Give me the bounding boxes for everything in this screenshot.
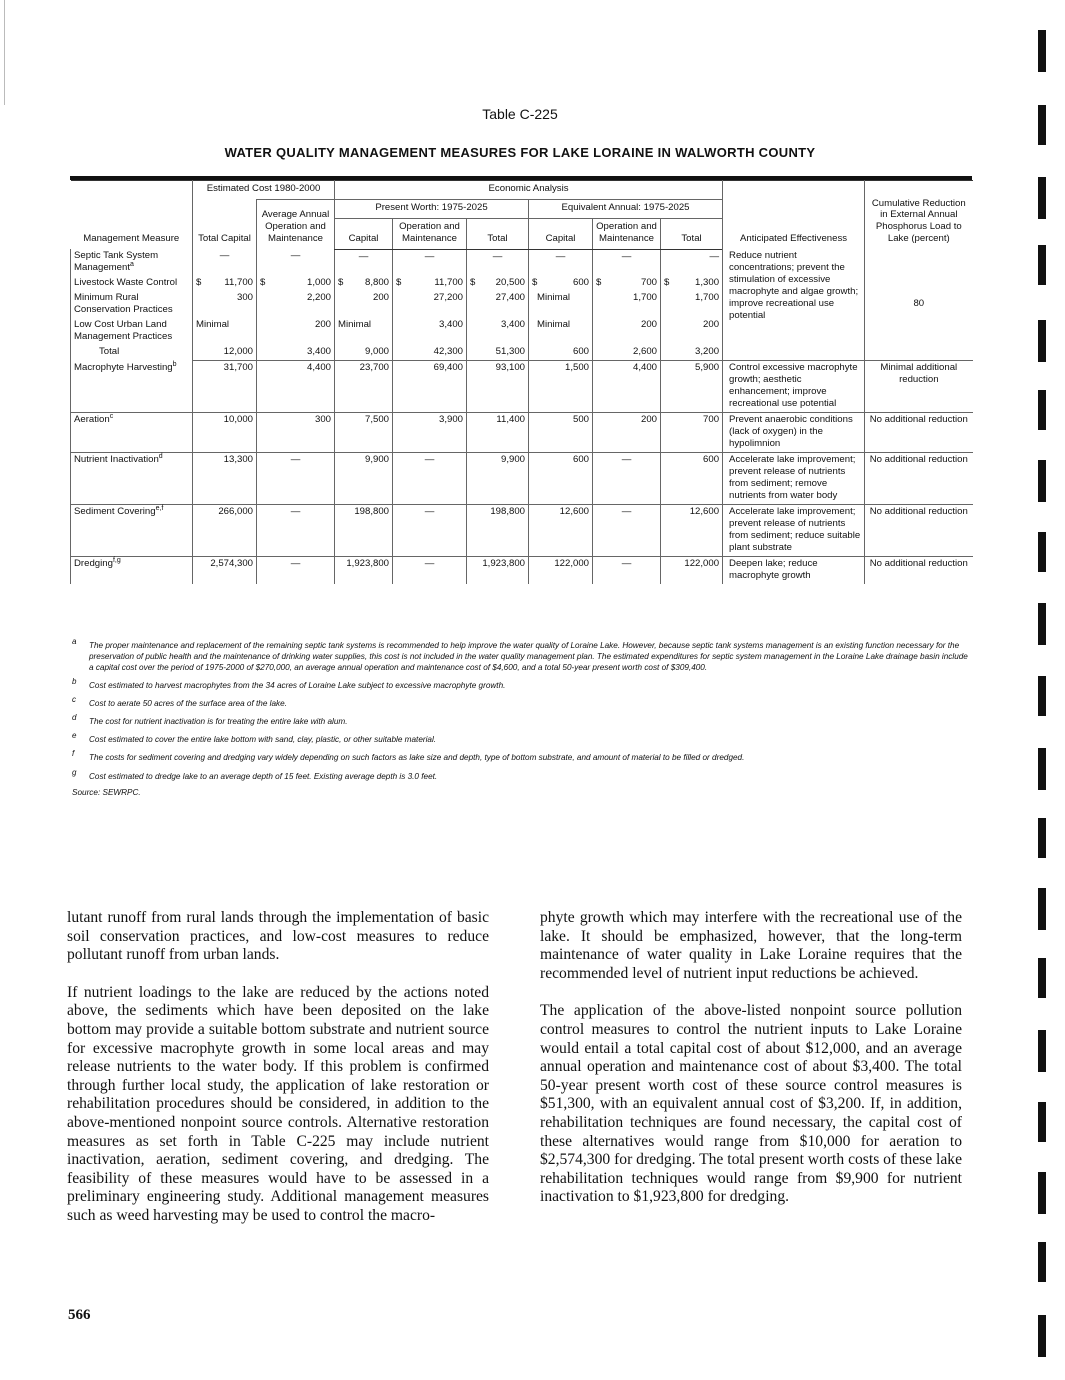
body-column-right <box>540 909 962 1226</box>
cell-ea-om: — <box>593 453 661 505</box>
cell-ea-capital: 600 <box>529 345 593 360</box>
cell-pw-capital: 9,000 <box>335 345 393 360</box>
header-total-capital: Total Capital <box>193 199 257 249</box>
footnote <box>72 767 972 782</box>
footnote-text: The costs for sediment covering and dredging vary widely depending on such factors as lake size and depth, type of bottom substrate, and amount of material to be filled or dredged. <box>89 753 745 763</box>
cell-pw-capital: 200 <box>335 291 393 318</box>
cell-total-capital <box>193 276 257 291</box>
cell-pw-om: 3,900 <box>393 413 467 453</box>
cell-avg-annual-om: — <box>257 249 335 276</box>
cell-ea-capital: 12,600 <box>529 505 593 557</box>
table-row <box>71 361 973 413</box>
header-economic-analysis: Economic Analysis <box>335 181 723 200</box>
measure-name: Aeration <box>74 414 110 426</box>
cell-ea-total: — <box>661 249 723 276</box>
measure-name: Septic Tank System Management <box>74 250 159 274</box>
header-measure: Management Measure <box>83 233 180 245</box>
cell-ea-om: — <box>593 505 661 557</box>
currency-sign: $ <box>470 277 476 289</box>
header-estimated-cost: Estimated Cost 1980-2000 <box>193 181 335 200</box>
cell-pw-om: — <box>393 249 467 276</box>
cell-pw-om <box>393 276 467 291</box>
footnote-mark: d <box>72 713 77 723</box>
cell-total-capital: 13,300 <box>193 453 257 505</box>
table-row <box>71 505 973 557</box>
cell-effectiveness: Control excessive macrophyte growth; aesthetic enhancement; improve recreational use potential <box>723 361 865 413</box>
cell-ea-total: 3,200 <box>661 345 723 360</box>
header-ea-om: Operation and Maintenance <box>593 218 661 249</box>
cell-value: 8,800 <box>364 277 389 289</box>
cell-total-capital: Minimal <box>193 318 257 345</box>
table-row <box>71 413 973 453</box>
cell-effectiveness: Accelerate lake improvement; prevent release of nutrients from sediment; reduce suitable plant substrate <box>723 505 865 557</box>
cell-pw-capital: 23,700 <box>335 361 393 413</box>
cell-ea-total: 122,000 <box>661 557 723 584</box>
cell-ea-om: 2,600 <box>593 345 661 360</box>
cell-pw-om: — <box>393 453 467 505</box>
body-paragraph: The application of the above-listed nonpoint source pollution control measures to control the nutrient inputs to Lake Loraine would entail a total capital cost of about $12,000, and an average annual operation and maintenance cost of about $3,400. The total 50-year present worth cost of these source control measures is $51,300, with an equivalent annual cost of $3,200. If, in addition, rehabilitation techniques are found necessary, the capital cost of these alternatives would range from $10,000 for aeration to $2,574,300 for dredging. The total present worth costs of these lake rehabilitation techniques would range from $9,900 for nutrient inactivation to $1,923,800 for dredging. <box>540 1002 962 1206</box>
cell-total-capital: 2,574,300 <box>193 557 257 584</box>
cell-total-capital: 266,000 <box>193 505 257 557</box>
footnote <box>72 695 972 709</box>
cell-value: 1,000 <box>306 277 331 289</box>
header-avg-annual-om: Average Annual Operation and Maintenance <box>257 199 335 249</box>
footnote-text: Cost estimated to cover the entire lake bottom with sand, clay, plastic, or other suitable material. <box>89 735 437 745</box>
footnote-text: Cost estimated to harvest macrophytes from the 34 acres of Loraine Lake subject to excessive macrophyte growth. <box>89 681 506 691</box>
cell-value: 1,300 <box>695 277 720 289</box>
cell-pw-total: 27,400 <box>467 291 529 318</box>
cell-ea-total: 200 <box>661 318 723 345</box>
cell-ea-total: 700 <box>661 413 723 453</box>
cell-ea-capital: — <box>529 249 593 276</box>
cell-ea-total: 600 <box>661 453 723 505</box>
body-column-left <box>67 909 489 1245</box>
body-paragraph: If nutrient loadings to the lake are reduced by the actions noted above, the sediments which have been deposited on the lake bottom may provide a suitable bottom substrate and nutrient source for excessive macrophyte growth in some local areas and may release nutrients to the water body. If this problem is confirmed through further local study, the application of lake restoration or rehabilitation procedures should be considered, in addition to the above-mentioned nonpoint source controls. Alternative restoration measures as set forth in Table C-225 may include nutrient inactivation, aeration, sediment covering, and dredging. The feasibility of these measures would have to be assessed in a preliminary engineering study. Additional management measures such as weed harvesting may be used to control the macro- <box>67 983 489 1224</box>
footnote-text: Cost to aerate 50 acres of the surface area of the lake. <box>89 699 287 709</box>
cell-avg-annual-om: — <box>257 505 335 557</box>
cell-avg-annual-om: 300 <box>257 413 335 453</box>
cell-effectiveness-group: Reduce nutrient concentrations; prevent the stimulation of excessive macrophyte and algae growth; improve recreational use potential <box>723 249 865 360</box>
cell-pw-total: 3,400 <box>467 318 529 345</box>
cell-pw-total: 9,900 <box>467 453 529 505</box>
cell-total-capital: 12,000 <box>193 345 257 360</box>
cell-ea-om: 200 <box>593 413 661 453</box>
cell-cumulative: No additional reduction <box>865 557 973 584</box>
header-ea-capital: Capital <box>529 218 593 249</box>
cell-ea-om: 1,700 <box>593 291 661 318</box>
header-equivalent-annual: Equivalent Annual: 1975-2025 <box>529 199 723 218</box>
measure-name: Livestock Waste Control <box>71 276 193 291</box>
footnote-ref: f,g <box>112 556 121 564</box>
footnote-text: The cost for nutrient inactivation is for treating the entire lake with alum. <box>89 717 348 727</box>
footnote-ref: b <box>172 360 177 368</box>
cell-avg-annual-om: — <box>257 557 335 584</box>
cell-pw-total: 93,100 <box>467 361 529 413</box>
measure-name: Nutrient Inactivation <box>74 454 159 466</box>
cell-ea-capital: 600 <box>529 453 593 505</box>
cell-ea-om <box>593 276 661 291</box>
cell-ea-capital: Minimal <box>529 291 593 318</box>
footnote-mark: c <box>72 695 76 705</box>
cell-value: 11,700 <box>434 277 463 289</box>
cell-avg-annual-om: 2,200 <box>257 291 335 318</box>
cell-pw-total: — <box>467 249 529 276</box>
footnote <box>72 637 972 673</box>
footnote-ref: d <box>158 453 163 461</box>
footnote-text: Cost estimated to dredge lake to an average depth of 15 feet. Existing average depth is 3.0 feet. <box>89 771 438 781</box>
header-pw-capital: Capital <box>335 218 393 249</box>
footnote-mark: f <box>72 749 75 759</box>
cell-pw-total: 198,800 <box>467 505 529 557</box>
body-paragraph: lutant runoff from rural lands through the implementation of basic soil conservation practices, and low-cost measures to reduce pollutant runoff from urban lands. <box>67 909 489 964</box>
scan-left-rule <box>4 0 5 105</box>
cell-pw-om: 69,400 <box>393 361 467 413</box>
cell-ea-capital: Minimal <box>529 318 593 345</box>
source-note: Source: SEWRPC. <box>72 787 141 797</box>
footnote <box>72 713 972 727</box>
header-effectiveness: Anticipated Effectiveness <box>723 181 865 250</box>
cell-pw-total: 11,400 <box>467 413 529 453</box>
page-number: 566 <box>68 1307 91 1323</box>
cell-pw-capital: Minimal <box>335 318 393 345</box>
cell-ea-om: — <box>593 249 661 276</box>
measure-name: Dredging <box>74 558 113 570</box>
currency-sign: $ <box>196 277 202 289</box>
body-paragraph: phyte growth which may interfere with the recreational use of the lake. It should be emphasized, however, that the long-term maintenance of water quality in Lake Loraine requires that the recommended level of nutrient input reductions be achieved. <box>540 909 962 982</box>
cell-value: 11,700 <box>224 277 253 289</box>
header-pw-om: Operation and Maintenance <box>393 218 467 249</box>
cell-pw-capital: 9,900 <box>335 453 393 505</box>
currency-sign: $ <box>596 277 602 289</box>
currency-sign: $ <box>532 277 538 289</box>
cell-value: 700 <box>640 277 657 289</box>
cell-pw-total <box>467 276 529 291</box>
cell-pw-om: — <box>393 505 467 557</box>
measure-name: Minimum Rural Conservation Practices <box>71 291 193 318</box>
cell-cumulative-group: 80 <box>865 249 973 360</box>
cell-ea-om: 200 <box>593 318 661 345</box>
table-title: WATER QUALITY MANAGEMENT MEASURES FOR LAKE LORAINE IN WALWORTH COUNTY <box>224 145 816 160</box>
table-row <box>71 557 973 584</box>
cell-ea-capital: 500 <box>529 413 593 453</box>
cell-pw-om: 42,300 <box>393 345 467 360</box>
table-row <box>71 453 973 505</box>
cell-total-capital: 31,700 <box>193 361 257 413</box>
footnote-mark: a <box>72 637 77 646</box>
cell-pw-capital: 7,500 <box>335 413 393 453</box>
cell-pw-om: 3,400 <box>393 318 467 345</box>
footnote-mark: b <box>72 677 77 687</box>
cell-ea-total: 1,700 <box>661 291 723 318</box>
cell-pw-om: 27,200 <box>393 291 467 318</box>
cell-cumulative: Minimal additional reduction <box>865 361 973 413</box>
footnote-ref: a <box>130 261 134 269</box>
cell-ea-capital: 1,500 <box>529 361 593 413</box>
header-present-worth: Present Worth: 1975-2025 <box>335 199 529 218</box>
cell-ea-capital <box>529 276 593 291</box>
measure-name: Macrophyte Harvesting <box>74 361 173 373</box>
cell-pw-om: — <box>393 557 467 584</box>
cell-avg-annual-om: 200 <box>257 318 335 345</box>
currency-sign: $ <box>396 277 402 289</box>
cell-avg-annual-om: 3,400 <box>257 345 335 360</box>
footnote <box>72 731 972 745</box>
cell-ea-total <box>661 276 723 291</box>
management-measures-table <box>70 176 972 584</box>
footnote-ref: e,f <box>155 504 164 512</box>
cell-ea-om: — <box>593 557 661 584</box>
cell-ea-total: 5,900 <box>661 361 723 413</box>
cell-avg-annual-om: — <box>257 453 335 505</box>
cell-ea-total: 12,600 <box>661 505 723 557</box>
footnote <box>72 749 972 763</box>
cell-total-capital: 10,000 <box>193 413 257 453</box>
cell-pw-capital <box>335 276 393 291</box>
table-row <box>71 249 973 276</box>
footnote-mark: g <box>72 767 77 777</box>
cell-cumulative: No additional reduction <box>865 505 973 557</box>
cell-effectiveness: Prevent anaerobic conditions (lack of oxygen) in the hypolimnion <box>723 413 865 453</box>
footnote-ref: c <box>109 413 114 421</box>
header-cumulative: Cumulative Reduction in External Annual Phosphorus Load to Lake (percent) <box>865 181 973 250</box>
cell-effectiveness: Deepen lake; reduce macrophyte growth <box>723 557 865 584</box>
cell-cumulative: No additional reduction <box>865 413 973 453</box>
total-label: Total <box>71 345 193 360</box>
currency-sign: $ <box>664 277 670 289</box>
cell-total-capital: — <box>193 249 257 276</box>
footnote-mark: e <box>72 731 77 741</box>
cell-pw-capital: — <box>335 249 393 276</box>
cell-pw-capital: 1,923,800 <box>335 557 393 584</box>
cell-effectiveness: Accelerate lake improvement; prevent release of nutrients from sediment; remove nutrients from water body <box>723 453 865 505</box>
footnotes <box>72 637 972 798</box>
cell-cumulative: No additional reduction <box>865 453 973 505</box>
cell-value: 600 <box>572 277 589 289</box>
cell-ea-capital: 122,000 <box>529 557 593 584</box>
footnote-text: The proper maintenance and replacement of the remaining septic tank systems is recommended to help improve the water quality of Loraine Lake. However, because septic tank systems management is an existing function necessary for the preservation of public health and the maintenance of drinking water supplies, this cost is not included in the water quality management plan. The estimated expenditures for septic system management in the Loraine Lake drainage basin include a capital cost over the period of 1975-2000 of $270,000, an average annual operation and maintenance cost of $4,600, and a total 50-year present worth cost of $309,400. <box>89 641 968 673</box>
measure-name: Sediment Covering <box>74 506 156 518</box>
cell-pw-total: 1,923,800 <box>467 557 529 584</box>
currency-sign: $ <box>260 277 266 289</box>
cell-pw-capital: 198,800 <box>335 505 393 557</box>
measure-name: Low Cost Urban Land Management Practices <box>71 318 193 345</box>
cell-ea-om: 4,400 <box>593 361 661 413</box>
currency-sign: $ <box>338 277 344 289</box>
cell-total-capital: 300 <box>193 291 257 318</box>
cell-value: 20,500 <box>495 277 525 289</box>
cell-pw-total: 51,300 <box>467 345 529 360</box>
header-pw-total: Total <box>467 218 529 249</box>
cell-avg-annual-om: 4,400 <box>257 361 335 413</box>
cell-avg-annual-om <box>257 276 335 291</box>
table-label: Table C-225 <box>482 106 558 122</box>
header-ea-total: Total <box>661 218 723 249</box>
footnote <box>72 677 972 691</box>
